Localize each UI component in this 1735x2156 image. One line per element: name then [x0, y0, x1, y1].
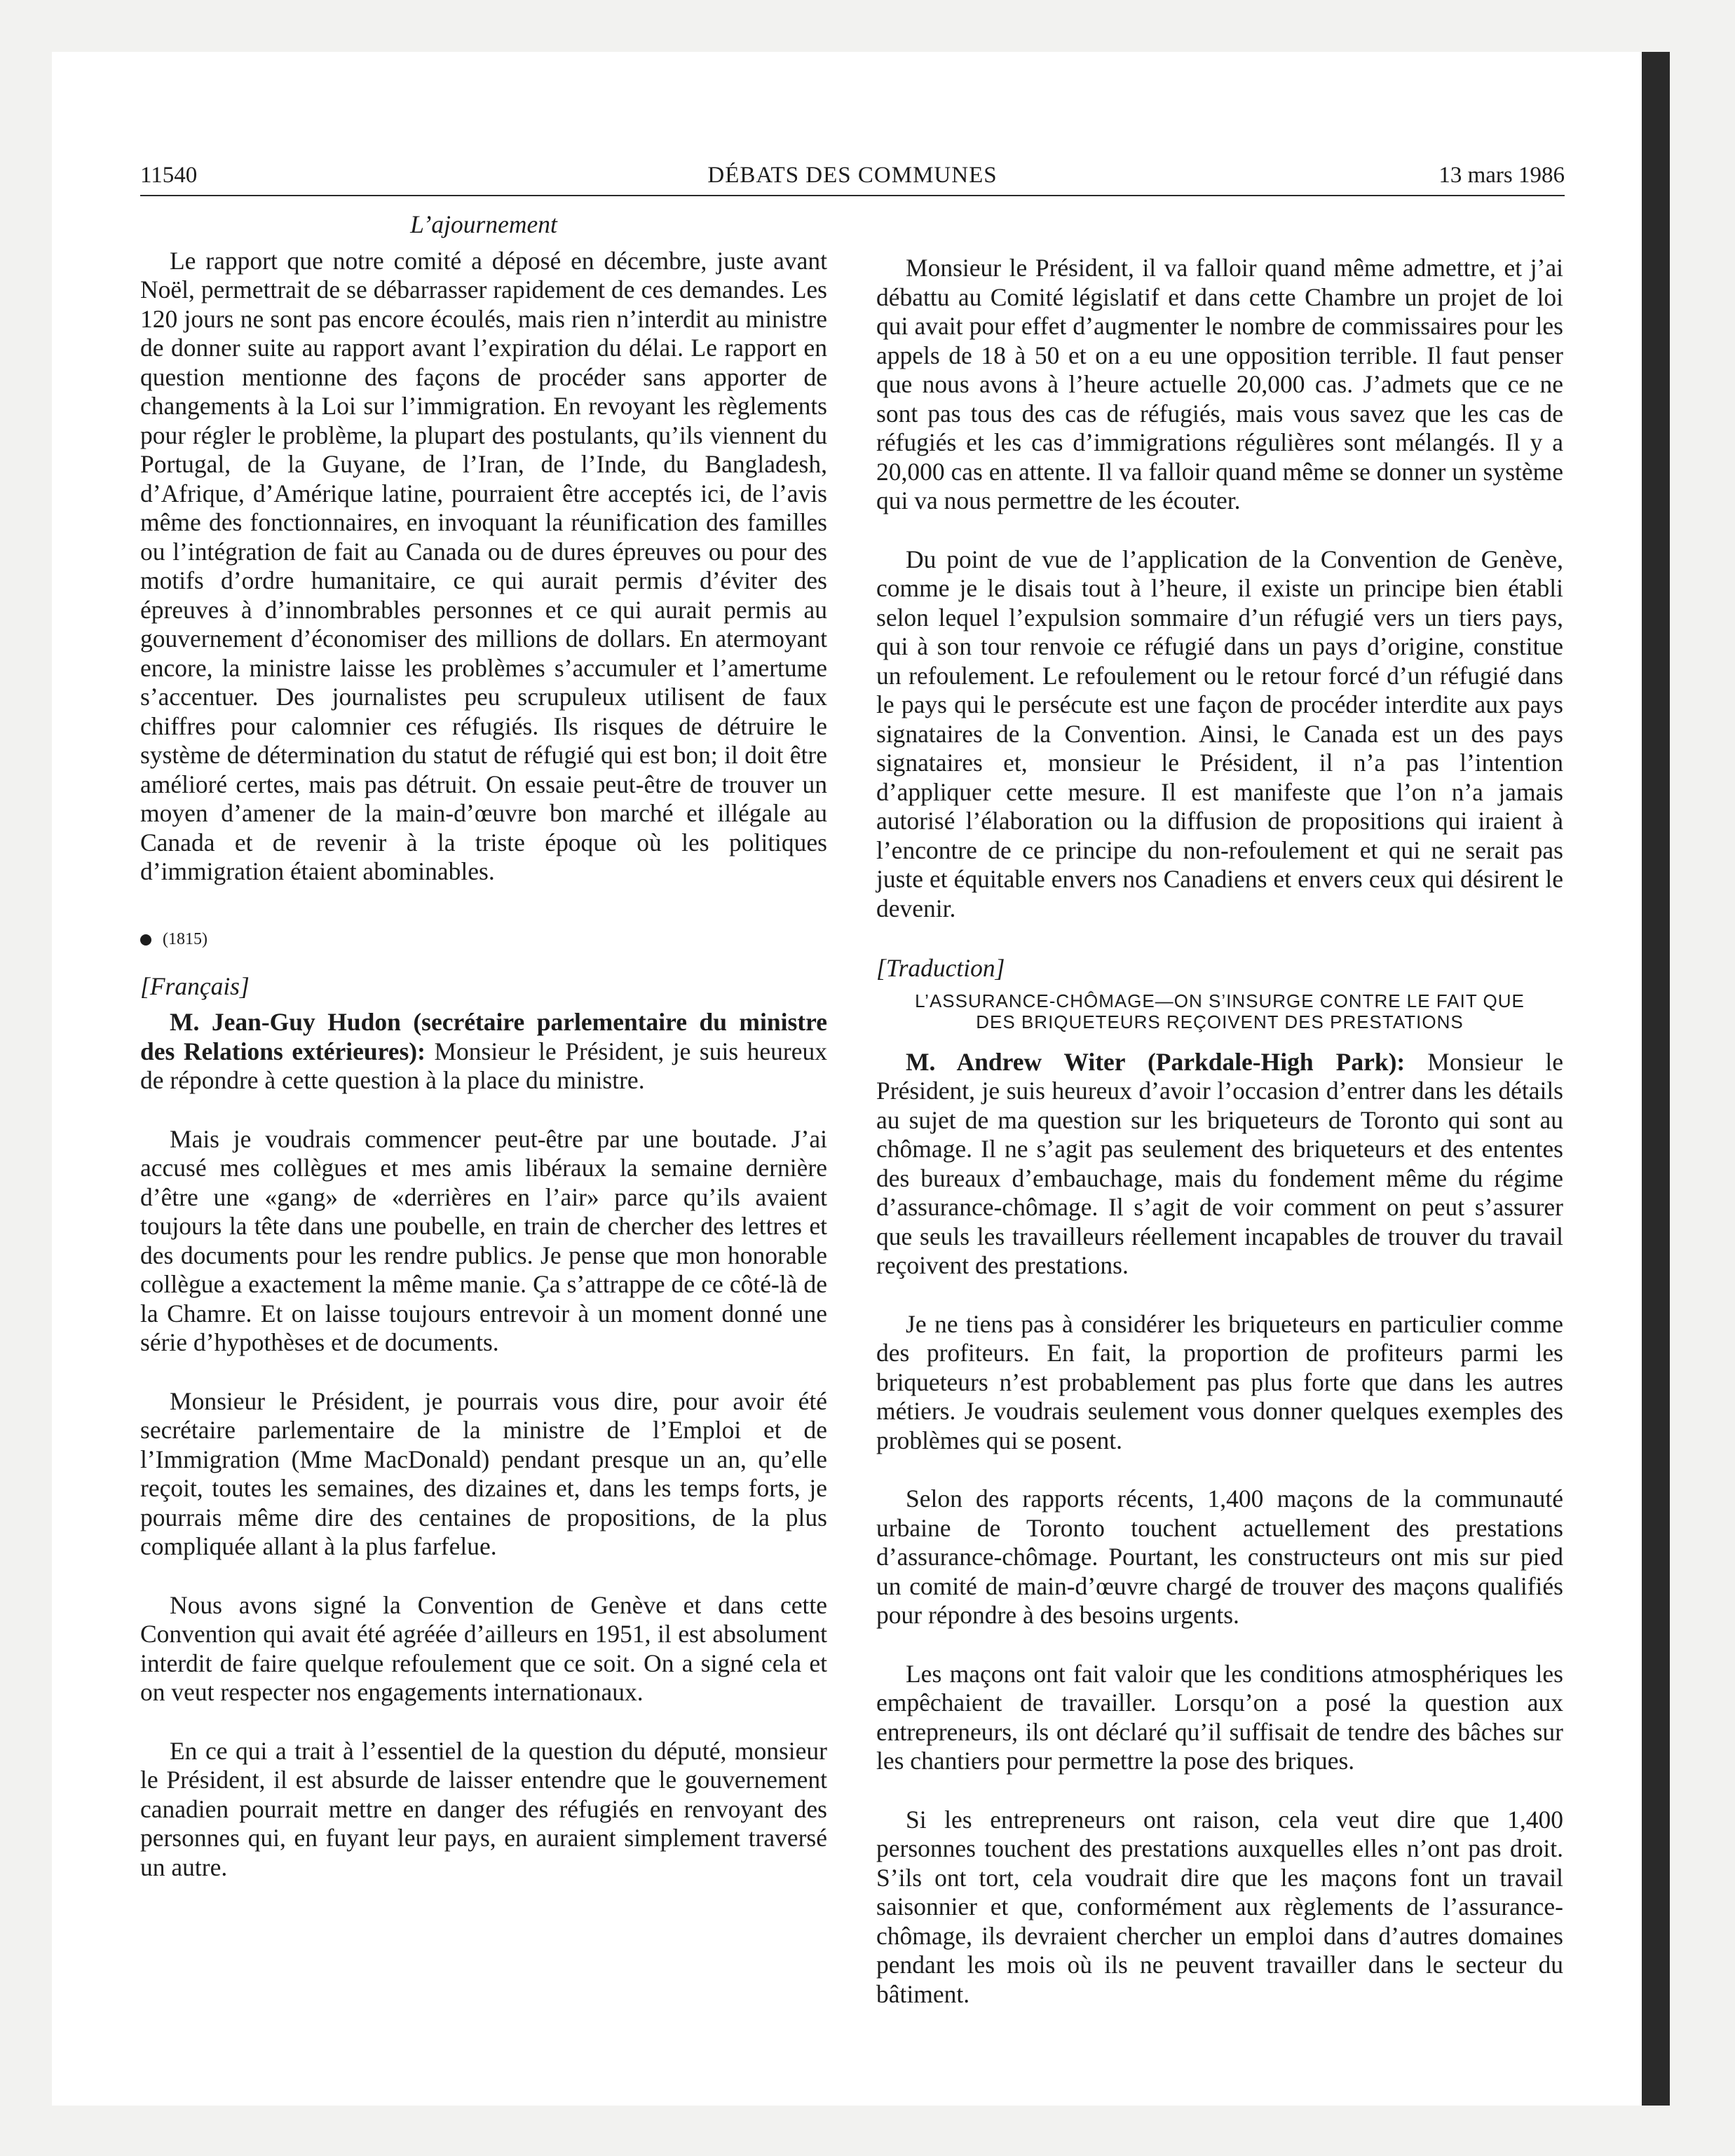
- paragraph: Le rapport que notre comité a déposé en décembre, juste avant Noël, permettrait de se débarrasser rapidement de ces demandes. Les 120 jours ne sont pas encore écoulés, mais rien n’interdit au ministre de donner suite au rapport avant l’expiration du délai. Le rapport en question mentionne des façons de procéder sans apporter de changements à la Loi sur l’immigration. En revoyant les règlements pour régler le problème, la plupart des postulants, qu’ils viennent du Portugal, de la Guyane, de l’Iran, de l’Inde, du Bangladesh, d’Afrique, d’Amérique latine, pourraient être acceptés ici, de l’avis même des fonctionnaires, en invoquant la réunification des familles ou l’intégration de fait au Canada ou de dures épreuves ou pour des motifs d’ordre humanitaire, ce qui aurait permis d’éviter des épreuves à d’innombrables personnes et ce qui aurait permis au gouvernement d’économiser des millions de dollars. En atermoyant encore, la ministre laisse les problèmes s’accumuler et l’amertume s’accentuer. Des journalistes peu scrupuleux utilisent de faux chiffres pour calomnier ces réfugiés. Ils risques de détruire le système de détermination du statut de réfugié qui est bon; il doit être amélioré certes, mais pas détruit. On essaie peut-être de trouver un moyen d’amener de la main-d’œuvre bon marché et illégale au Canada et de revenir à la triste époque où les politiques d’immigration étaient abominables.: [140, 246, 827, 885]
- paragraph: Monsieur le Président, il va falloir quand même admettre, et j’ai débattu au Comité législatif et dans cette Chambre un projet de loi qui avait pour effet d’augmenter le nombre de commissaires pour les appels de 18 à 50 et on a eu une opposition terrible. Il faut penser que nous avons à l’heure actuelle 20,000 cas. J’admets que ce ne sont pas tous des cas de réfugiés, mais vous savez que les cas de réfugiés et les cas d’immigrations régulières sont mélangés. Il y a 20,000 cas en attente. Il va falloir quand même se donner un système qui va nous permettre de les écouter.: [876, 254, 1563, 514]
- paragraph: En ce qui a trait à l’essentiel de la question du député, monsieur le Président, il est absurde de laisser entendre que le gouvernement canadien pourrait mettre en danger des réfugiés en renvoyant des personnes qui, en fuyant leur pays, en auraient simplement traversé un autre.: [140, 1736, 827, 1881]
- publication-title: DÉBATS DES COMMUNES: [707, 163, 998, 188]
- language-tag: [Français]: [140, 971, 250, 1000]
- time-marker-text: (1815): [163, 929, 207, 948]
- bullet-icon: [140, 934, 151, 946]
- speaker-name: M. Jean-Guy Hudon (secrétaire parlementaire du ministre des Relations extérieures):: [140, 1008, 827, 1065]
- binding-edge: [1642, 52, 1670, 2106]
- paragraph: Nous avons signé la Convention de Genève et dans cette Convention qui avait été agréée d’ailleurs en 1951, il est absolument interdit de faire quelque refoulement que ce soit. On a signé cela et on veut respecter nos engagements internationaux.: [140, 1590, 827, 1706]
- page-number: 11540: [140, 163, 198, 188]
- time-marker: [140, 929, 827, 950]
- speech-text: Monsieur le Président, je suis heureux de répondre à cette question à la place du ministre.: [140, 1037, 827, 1094]
- page-date: 13 mars 1986: [1438, 163, 1565, 188]
- section-heading-line: DES BRIQUETEURS REÇOIVENT DES PRESTATIONS: [976, 1011, 1464, 1032]
- paragraph: Je ne tiens pas à considérer les briqueteurs en particulier comme des profiteurs. En fait, la proportion de profiteurs parmi les briqueteurs n’est probablement pas plus forte que dans les autres métiers. Je voudrais seulement vous donner quelques exemples des problèmes qui se posent.: [876, 1309, 1563, 1454]
- paragraph: Mais je voudrais commencer peut-être par une boutade. J’ai accusé mes collègues et mes amis libéraux la semaine dernière d’être une «gang» de «derrières en l’air» parce qu’ils avaient toujours la tête dans une poubelle, en train de chercher des lettres et des documents pour les rendre publics. Je pense que mon honorable collègue a exactement la même manie. Ça s’attrappe de ce côté-là de la Chamre. Et on laisse toujours entrevoir à un moment donné une série d’hypothèses et de documents.: [140, 1124, 827, 1356]
- language-tag: [Traduction]: [876, 954, 1005, 982]
- paragraph: Du point de vue de l’application de la Convention de Genève, comme je le disais tout à l’heure, il existe un principe bien établi selon lequel l’expulsion sommaire d’un réfugié vers un tiers pays, qui à son tour renvoie ce réfugié dans un pays d’origine, constitue un refoulement. Le refoulement ou le retour forcé d’un réfugié dans le pays qui le persécute est une façon de procéder interdite aux pays signataires de la Convention. Ainsi, le Canada est un des pays signataires et, monsieur le Président, il n’a pas l’intention d’appliquer cette mesure. Il est manifeste que l’on n’a jamais autorisé l’élaboration ou la diffusion de propositions qui iraient à l’encontre de ce principe du non-refoulement et qui ne serait pas juste et équitable envers nos Canadiens et envers ceux qui désirent le devenir.: [876, 545, 1563, 922]
- speech-paragraph: [876, 1048, 1563, 1281]
- left-column: [140, 210, 827, 1882]
- paragraph: Monsieur le Président, je pourrais vous dire, pour avoir été secrétaire parlementaire de la ministre de l’Emploi et de l’Immigration (Mme MacDonald) pendant presque un an, qu’elle reçoit, toutes les semaines, des dizaines et, dans les temps forts, je pourrais même dire des centaines de propositions, de la plus compliquée allant à la plus farfelue.: [140, 1386, 827, 1560]
- paragraph: Les maçons ont fait valoir que les conditions atmosphériques les empêchaient de travailler. Lorsqu’on a posé la question aux entrepreneurs, ils ont déclaré qu’il suffisait de tendre des bâches sur les chantiers pour permettre la pose des briques.: [876, 1659, 1563, 1775]
- speech-paragraph: [140, 1008, 827, 1096]
- speech-text: Monsieur le Président, je suis heureux d’avoir l’occasion d’entrer dans les détails au sujet de ma question sur les briqueteurs de Toronto qui sont au chômage. Il ne s’agit pas seulement des briqueteurs et des ententes des bureaux d’embauchage, mais du fondement même du régime d’assurance-chômage. Il s’agit de voir comment on peut s’assurer que seuls les travailleurs réellement incapables de trouver du travail reçoivent des prestations.: [876, 1047, 1563, 1279]
- speaker-name: M. Andrew Witer (Parkdale-High Park):: [906, 1047, 1406, 1076]
- paragraph: Selon des rapports récents, 1,400 maçons de la communauté urbaine de Toronto touchent actuellement des prestations d’assurance-chômage. Pourtant, les constructeurs ont mis sur pied un comité de main-d’œuvre chargé de trouver des maçons qualifiés pour répondre à des besoins urgents.: [876, 1485, 1563, 1629]
- right-column: [876, 254, 1563, 2009]
- paragraph: Si les entrepreneurs ont raison, cela veut dire que 1,400 personnes touchent des prestations auxquelles elles n’ont pas droit. S’ils ont tort, cela voudrait dire que les maçons font un travail saisonnier et que, conformément aux règlements de l’assurance-chômage, ils devraient chercher un emploi dans d’autres domaines pendant les mois où ils ne peuvent travailler dans le secteur du bâtiment.: [876, 1805, 1563, 2008]
- section-heading-line: L’ASSURANCE-CHÔMAGE—ON S’INSURGE CONTRE LE FAIT QUE: [915, 990, 1525, 1011]
- section-heading: [876, 990, 1563, 1032]
- page-header: [140, 160, 1565, 196]
- section-title: L’ajournement: [410, 210, 557, 238]
